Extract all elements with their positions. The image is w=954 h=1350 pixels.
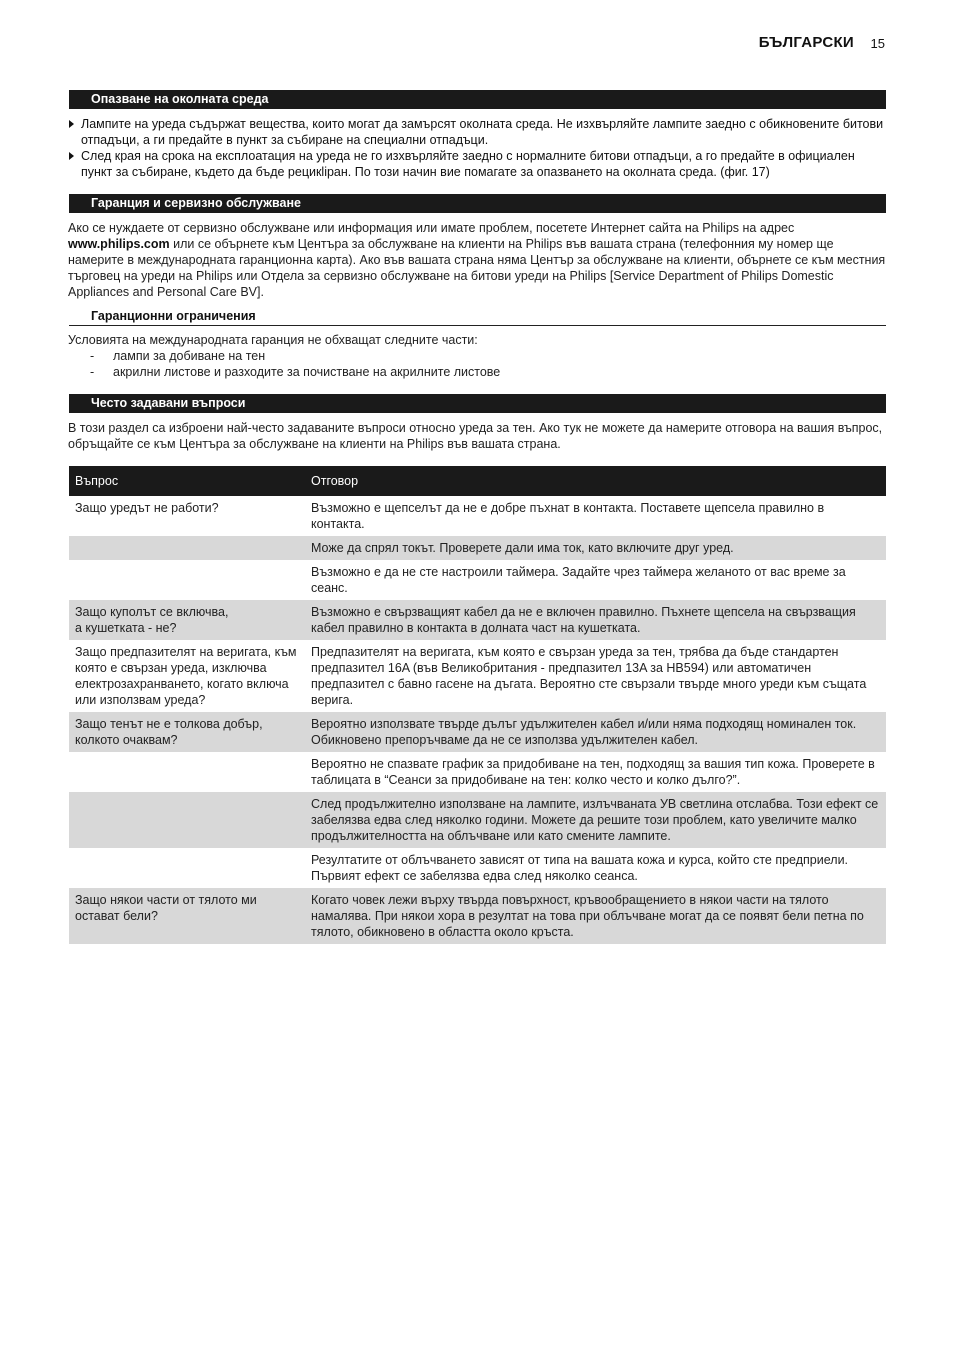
dash-icon: -: [90, 365, 95, 379]
bullet-arrow-icon: [69, 120, 74, 128]
faq-table: [69, 466, 886, 944]
faq-row: [69, 496, 886, 536]
faq-answer: Вероятно използвате твърде дълъг удължителен кабел и/или няма подходящ номинален ток. Обикновено препоръчваме да не се използва удължителен кабел.: [305, 712, 886, 752]
dash-icon: -: [90, 349, 95, 363]
faq-intro: В този раздел са изброени най-често задаваните въпроси относно уреда за тен. Ако тук не можете да намерите отговора на вашия въпрос, обръщайте се към Центъра за обслужване на клиенти на Philips във вашата страна.: [68, 421, 883, 451]
faq-answer: След продължително използване на лампите, излъчваната УВ светлина отслабва. Този ефект се забелязва едва след няколко години. Можете да решите този проблем, като увеличите малко продължителността на облъчване или като смените лампите.: [305, 792, 886, 848]
environment-bullet: [68, 116, 886, 148]
faq-row: [69, 536, 886, 560]
restrictions-item-text: лампи за добиване на тен: [113, 349, 266, 363]
faq-answer: Възможно е свързващият кабел да не е включен правилно. Пъхнете щепсела на свързващия кабел правилно в контакта в долната част на кушетката.: [305, 600, 886, 640]
faq-row: [69, 752, 886, 792]
faq-question: [69, 752, 305, 792]
faq-column-answer: Отговор: [305, 466, 886, 496]
faq-answer: Възможно е щепселът да не е добре пъхнат в контакта. Поставете щепсела правилно в контакта.: [311, 501, 825, 531]
faq-answer: Вероятно не спазвате график за придобиване на тен, подходящ за вашия тип кожа. Проверете в таблицата в “Сеанси за придобиване на тен: колко често и колко дълго?”.: [311, 757, 875, 787]
environment-bullet-text: След края на срока на експлоатация на уреда не го изхвърляйте заедно с нормалните битови отпадъци, а го предайте в официален пункт за събиране, където да бъде рецикliран. По този начин вие помагате за опазването на околната среда. (фиг. 17): [81, 149, 855, 179]
faq-answer: Предпазителят на веригата, към която е свързан уреда за тен, трябва да бъде стандартен предпазител 16A (във Великобритания - предпазител 13A за HB594) или автоматичен предпазител с бавно гасене на дъгата. Вероятно сте свързали твърде много уреди към същата верига.: [311, 645, 867, 707]
restrictions-intro: Условията на международната гаранция не обхващат следните части:: [68, 333, 478, 347]
faq-row: [69, 600, 886, 640]
section-heading-environment: Опазване на околната среда: [69, 90, 886, 109]
faq-column-question: Въпрос: [69, 466, 305, 496]
faq-answer: Възможно е да не сте настроили таймера. Задайте чрез таймера желаното от вас време за сеанс.: [311, 565, 846, 595]
faq-row: [69, 560, 886, 600]
page-number: 15: [870, 36, 885, 51]
faq-row: [69, 792, 886, 848]
faq-row: [69, 848, 886, 888]
faq-answer: Когато човек лежи върху твърда повърхност, кръвообращението в някои части на тялото намалява. При някои хора в резултат на това при облъчване могат да се появят бели петна по тялото, обикновено в областта около кръста.: [305, 888, 886, 944]
philips-website-link[interactable]: www.philips.com: [68, 237, 170, 251]
faq-header-row: [69, 466, 886, 496]
faq-row: [69, 888, 886, 944]
faq-question: [69, 560, 305, 600]
faq-answer: Резултатите от облъчването зависят от типа на вашата кожа и курса, който сте предприели. Първият ефект се забелязва едва след няколко сеанса.: [311, 853, 849, 883]
restrictions-item-text: акрилни листове и разходите за почистване на акрилните листове: [113, 365, 501, 379]
faq-row: [69, 712, 886, 752]
faq-question: Защо някои части от тялото ми остават бели?: [69, 888, 305, 944]
faq-question: [69, 848, 305, 888]
guarantee-text-start: Ако се нуждаете от сервизно обслужване или информация или имате проблем, посетете Интернет сайта на Philips на адрес: [68, 221, 795, 235]
section-heading-guarantee: Гаранция и сервизно обслужване: [69, 194, 886, 213]
faq-question: Защо уредът не работи?: [75, 501, 219, 515]
environment-bullet-text: Лампите на уреда съдържат вещества, които могат да замърсят околната среда. Не изхвърляйте лампите заедно с обикновените битови отпадъци, а ги предайте в пункт за събиране на специални отпадъци.: [81, 117, 884, 147]
bullet-arrow-icon: [69, 152, 74, 160]
faq-question: Защо куполът се включва, а кушетката - не?: [69, 600, 305, 640]
environment-bullet: [68, 148, 886, 180]
faq-row: [69, 640, 886, 712]
guarantee-paragraph: [68, 220, 886, 300]
faq-question: Защо тенът не е толкова добър, колкото очаквам?: [69, 712, 305, 752]
section-heading-faq: Често задавани въпроси: [69, 394, 886, 413]
faq-answer: Може да спрял токът. Проверете дали има ток, като включите друг уред.: [305, 536, 886, 560]
language-label: БЪЛГАРСКИ: [758, 34, 854, 51]
guarantee-text-end: или се обърнете към Центъра за обслужване на клиенти на Philips във вашата страна (телефонния му номер ще намерите в международната гаранционна карта). Ако във вашата страна няма Център за обслужване на клиенти, обърнете се към местния търговец на уреди на Philips или Отдела за сервизно обслужване на битови уреди на Philips [Service Department of Philips Domestic Appliances and Personal Care BV].: [68, 237, 886, 299]
restrictions-heading: Гаранционни ограничения: [69, 309, 886, 326]
faq-question: [69, 792, 305, 848]
faq-question: Защо предпазителят на веригата, към която е свързан уреда, изключва електрозахранването, когато включа или използвам уреда?: [75, 645, 297, 707]
faq-question: [69, 536, 305, 560]
